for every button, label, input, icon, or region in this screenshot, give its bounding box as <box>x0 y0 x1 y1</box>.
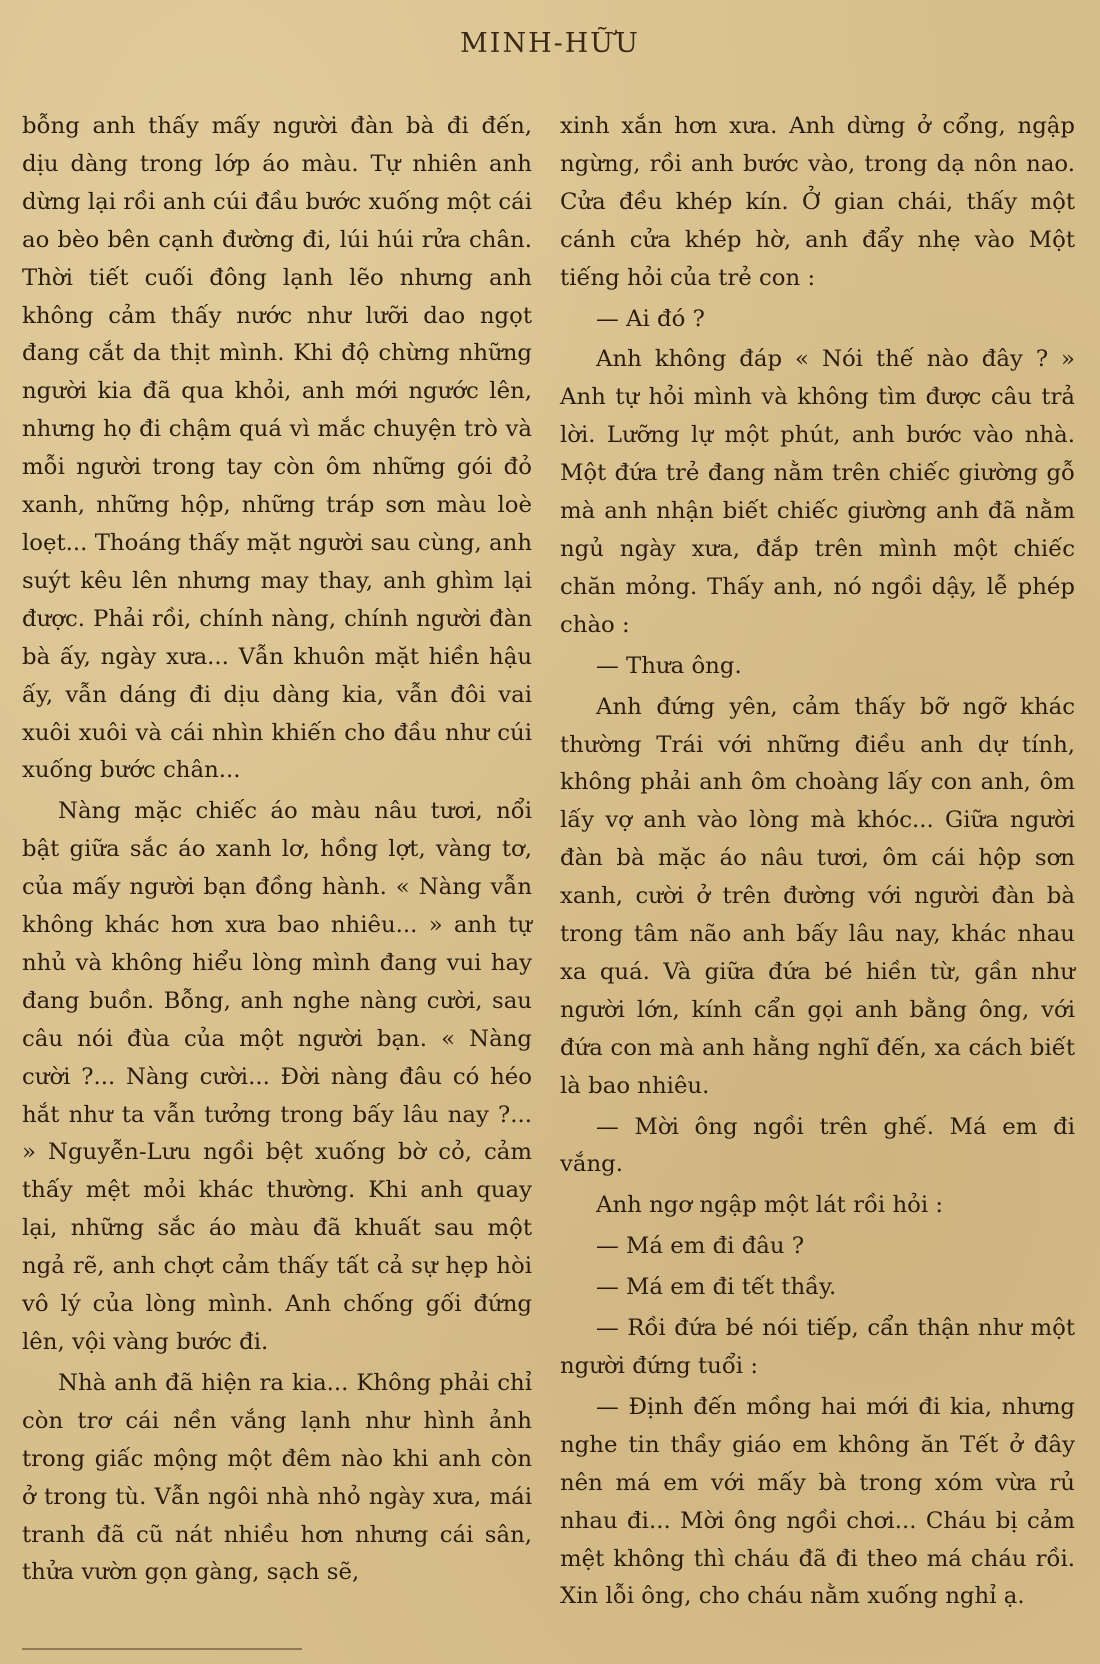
dialogue-line: — Mời ông ngồi trên ghế. Má em đi vắng. <box>560 1113 1075 1178</box>
right-column <box>560 108 1075 1616</box>
dialogue-line: — Thưa ông. <box>596 652 742 679</box>
dialogue-line: — Rồi đứa bé nói tiếp, cẩn thận như một người đứng tuổi : <box>560 1315 1075 1379</box>
dialogue-line: — Má em đi đâu ? <box>596 1233 805 1260</box>
paragraph: xinh xắn hơn xưa. Anh dừng ở cổng, ngập ngừng, rồi anh bước vào, trong dạ nôn nao. Cửa đều khép kín. Ở gian chái, thấy một cánh cửa khép hờ, anh đẩy nhẹ vào Một tiếng hỏi của trẻ con : <box>560 113 1075 291</box>
paragraph: Nhà anh đã hiện ra kia... Không phải chỉ còn trơ cái nền vắng lạnh như hình ảnh trong giấc mộng một đêm nào khi anh còn ở trong tù. Vẫn ngôi nhà nhỏ ngày xưa, mái tranh đã cũ nát nhiều hơn nhưng cái sân, thửa vườn gọn gàng, sạch sẽ, <box>22 1369 532 1586</box>
paragraph: Anh không đáp « Nói thế nào đây ? » Anh tự hỏi mình và không tìm được câu trả lời. Lưỡng lự một phút, anh bước vào nhà. Một đứa trẻ đang nằm trên chiếc giường gỗ mà anh nhận biết chiếc giường anh đã nằm ngủ ngày xưa, đắp trên mình một chiếc chăn mỏng. Thấy anh, nó ngồi dậy, lễ phép chào : <box>560 346 1075 638</box>
paragraph: Anh đứng yên, cảm thấy bỡ ngỡ khác thường Trái với những điều anh dự tính, không phải anh ôm choàng lấy con anh, ôm lấy vợ anh vào lòng mà khóc... Giữa người đàn bà mặc áo nâu tươi, ôm cái hộp sơn xanh, cười ở trên đường với người đàn bà trong tâm não anh bấy lâu nay, khác nhau xa quá. Và giữa đứa bé hiền từ, gần như người lớn, kính cẩn gọi anh bằng ông, với đứa con mà anh hằng nghĩ đến, xa cách biết là bao nhiêu. <box>560 693 1075 1099</box>
left-column <box>22 108 532 1592</box>
paragraph: Anh ngơ ngập một lát rồi hỏi : <box>596 1192 944 1219</box>
dialogue-line: — Định đến mồng hai mới đi kia, nhưng nghe tin thầy giáo em không ăn Tết ở đây nên má em với mấy bà trong xóm vừa rủ nhau đi... Mời ông ngồi chơi... Cháu bị cảm mệt không thì cháu đã đi theo má cháu rồi. Xin lỗi ông, cho cháu nằm xuống nghỉ ạ. <box>560 1393 1075 1610</box>
paragraph: Nàng mặc chiếc áo màu nâu tươi, nổi bật giữa sắc áo xanh lơ, hồng lợt, vàng tơ, của mấy người bạn đồng hành. « Nàng vẫn không khác hơn xưa bao nhiêu... » anh tự nhủ và không hiểu lòng mình đang vui hay đang buồn. Bỗng, anh nghe nàng cười, sau câu nói đùa của một người bạn. « Nàng cười ?... Nàng cười... Đời nàng đâu có héo hắt như ta vẫn tưởng trong bấy lâu nay ?... » Nguyễn-Lưu ngồi bệt xuống bờ cỏ, cảm thấy mệt mỏi khác thường. Khi anh quay lại, những sắc áo màu đã khuất sau một ngả rẽ, anh chợt cảm thấy tất cả sự hẹp hòi vô lý của lòng mình. Anh chống gối đứng lên, vội vàng bước đi. <box>22 798 532 1355</box>
paragraph: bỗng anh thấy mấy người đàn bà đi đến, dịu dàng trong lớp áo màu. Tự nhiên anh dừng lại rồi anh cúi đầu bước xuống một cái ao bèo bên cạnh đường đi, lúi húi rửa chân. Thời tiết cuối đông lạnh lẽo nhưng anh không cảm thấy nước như lưỡi dao ngọt đang cắt da thịt mình. Khi độ chừng những người kia đã qua khỏi, anh mới ngước lên, nhưng họ đi chậm quá vì mắc chuyện trò và mỗi người trong tay còn ôm những gói đỏ xanh, những hộp, những tráp sơn màu loè loẹt... Thoáng thấy mặt người sau cùng, anh suýt kêu lên nhưng may thay, anh ghìm lại được. Phải rồi, chính nàng, chính người đàn bà ấy, ngày xưa... Vẫn khuôn mặt hiền hậu ấy, vẫn dáng đi dịu dàng kia, vẫn đôi vai xuôi xuôi và cái nhìn khiến cho đầu như cúi xuống bước chân... <box>22 113 532 784</box>
dialogue-line: — Ai đó ? <box>596 305 705 332</box>
running-header: MINH-HỮU <box>460 28 640 59</box>
footer-divider <box>22 1648 302 1656</box>
dialogue-line: — Má em đi tết thầy. <box>596 1274 837 1301</box>
